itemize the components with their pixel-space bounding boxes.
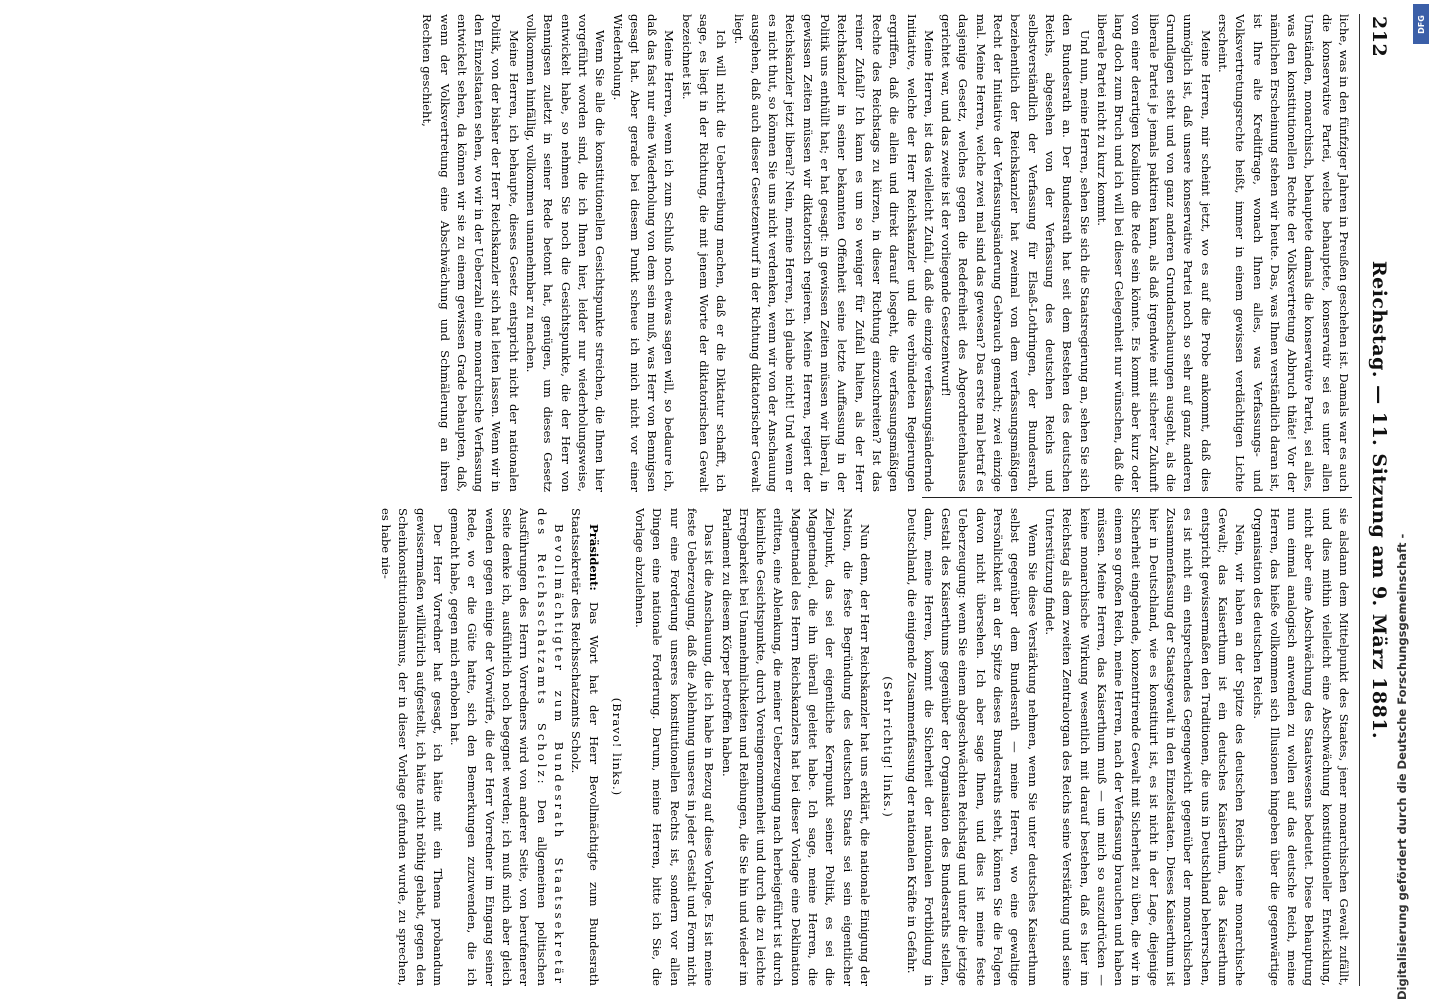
header-rule xyxy=(1359,14,1360,986)
president-label: Präsident: xyxy=(586,524,601,591)
right-column xyxy=(52,508,1352,986)
speaker-label: Bevollmächtigter zum Bundesrath Staatssekretär des Reichsschatzamts Scholz: xyxy=(534,508,566,986)
paragraph: Meine Herren, ich behaupte, dieses Gesetz entspricht nicht der nationalen Politik, von der bisher der Herr Reichskanzler sich hat leiten lassen. Wenn wir in den Einzelstaaten sehen, wo wir in der Ueberzahl eine monarchische Verfassung entwickelt sehen, da können wir sie zu einem gewissen Grade behaupten, daß, wenn der Volksvertretung eine Abschwächung und Schmälerung an ihren Rechten geschieht, xyxy=(420,14,521,492)
paragraph: Der Herr Vorredner hat gesagt, ich hätte mit ein Thema probandum gewissermaßen willkürlich aufgestellt, ich hätte nicht nöthig gehabt, gegen den Scheinkonstitutionalismus, der in dieser Vorlage gefunden wurde, zu sprechen, es habe nie- xyxy=(378,508,445,986)
interjection: (Bravo! links.) xyxy=(609,697,624,797)
paragraph: Nein, wir haben an der Spitze des deutschen Reichs keine monarchische Gewalt; das Kaiserthum ist ein deutsches Kaiserthum, das Kaiserthum entspricht gewissermaßen den Traditionen, die uns in Deutschland beherrschen, es ist nicht ein entsprechendes Gegengewicht gegenüber der monarchischen Zusammenfassung der Staatsgewalt in den Einzelstaaten. Dieses Kaiserthum ist hier in Deutschland, wie es konstituirt ist, es ist nicht in der Lage, diejenige Sicherheit eingehende, konzentrirende Gewalt mit Sicherheit zu üben, die wir in einem so großen Reich, meine Herren, nach der Verfassung brauchen und haben müssen. Meine Herren, das Kaiserthum muß — um mich so auszudrücken — keine monarchische Wirkung wesentlich mit darauf bestehen, daß es hier im Reichstag als dem zweiten Zentralorgan des Reichs seine Verstärkung und seine Unterstützung findet. xyxy=(1042,508,1248,986)
speaker-text: Den allgemeinen politischen Ausführungen des Herrn Vorredners wird von anderer Seite, von berufenerer Seite denke ich, ausführlich noch begegnet werden; ich muß mich aber gleich wenden gegen einige der Vorwürfe, die der Herr Vorredner im Eingang seiner Rede, wo er die Güte hatte, sich den Bemerkungen zuzuwenden, die ich gemacht habe, gegen mich erhoben hat. xyxy=(448,508,549,986)
paragraph: Wenn Sie diese Verstärkung nehmen, wenn Sie unter deutsches Kaiserthum selbst gegenüber dem Bundesrath — meine Herren, wo eine gewaltige Persönlichkeit an der Spitze dieses Bundesraths steht, können Sie die Folgen davon nicht übersehen. Ich aber sage Ihnen, und dies ist meine feste Ueberzeugung: wenn Sie einem abgeschwächten Reichstag und unter die jetzige Gestalt des Kaiserthums gegenüber der Organisation des Bundesraths stellen, dann, meine Herren, kommt die Sicherheit der nationalen Fortbildung in Deutschland, die einigende Zusammenfassung der nationalen Kräfte in Gefahr. xyxy=(904,508,1040,986)
paragraph: Wenn Sie alle die konstitutionellen Gesichtspunkte streichen, die Ihnen hier vorgeführt worden sind, die ich Ihnen hier, leider nur wiederholungsweise, entwickelt habe, so nehmen Sie noch die Gesichtspunkte, die der Herr von Bennigsen zuletzt in seiner Rede betont hat, genügen, um dieses Gesetz vollkommen hinfällig, vollkommen unannehmbar zu machen. xyxy=(524,14,608,492)
column-separator xyxy=(922,497,1352,498)
left-column xyxy=(52,14,1352,492)
paragraph: Und nun, meine Herren, sehen Sie sich die Staatsregierung an, sehen Sie sich den Bundesrath an. Der Bundesrath hat seit dem Bestehen des deutschen Reichs, abgesehen von der Verfassung des deutschen Reichs und selbstverständlich der Verfassung für Elsaß-Lothringen, der Bundesrath, beziehentlich der Reichskanzler hat zweimal von dem verfassungsmäßigen Recht der Initiative der Verfassungsänderung Gebrauch gemacht; zwei einzige mal. Meine Herren, welche zwei mal sind das gewesen? Das erste mal betraf es dasjenige Gesetz, welches gegen die Redefreiheit des Abgeordnetenhauses gerichtet war, und das zweite ist der vorliegende Gesetzentwurf! xyxy=(939,14,1092,492)
digitization-credit: Digitalisierung gefördert durch die Deutsche Forschungsgemeinschaft - xyxy=(1395,533,1409,1000)
interjection: (Sehr richtig! links.) xyxy=(881,676,896,818)
paragraph: Nun denn, der Herr Reichskanzler hat uns erklärt, die nationale Einigung der Nation, die feste Begründung des deutschen Staats sei sein eigentlicher Zielpunkt, das sei der eigentliche Kernpunkt seiner Politik, es sei die Magnetnadel, die ihn überall geleitet habe. Ich sage, meine Herren, die Magnetnadel des Herrn Reichskanzlers hat bei dieser Vorlage eine Deklination erlitten, eine Ablenkung, die meiner Ueberzeugung nach herbeigeführt ist durch kleinliche Gesichtspunkte, durch Voreingenommenheit und durch die zu leichte Erregbarkeit bei Unannehmlichkeiten und Reibungen, die Sie hin und wieder im Parlament zu diesem Körper betroffen haben. xyxy=(719,508,872,986)
paragraph: Das ist die Anschauung, die ich habe in Bezug auf diese Vorlage. Es ist meine feste Ueberzeugung, daß die Ablehnung unseres in jeder Gestalt und Form nicht nur eine Forderung unseres konstitutionellen Rechts ist, sondern vor allen Dingen eine nationale Forderung. Darum, meine Herren, bitte ich Sie, die Vorlage abzulehnen. xyxy=(633,508,717,986)
paragraph: sie alsdann dem Mittelpunkt des Staates, jener monarchischen Gewalt zufällt, und dies mithin vielleicht eine Abschwächung konstitutioneller Entwicklung, nicht aber eine Abschwächung des Staatswesens bedeutet. Diese Behauptung nun einmal analogisch anwenden zu wollen auf das deutsche Reich, meine Herren, das hieße vollkommen sich Illusionen hingeben über die gegenwärtige Organisation des deutschen Reichs. xyxy=(1250,508,1351,986)
running-title: Reichstag. — 11. Sitzung am 9. März 1881. xyxy=(1368,260,1390,740)
president-text: Das Wort hat der Herr Bevollmächtigte zum Bundesrath Staatssekretär des Reichsschatzamts Scholz. xyxy=(569,508,601,986)
speaker-paragraph xyxy=(446,508,567,986)
paragraph: Meine Herren, wenn ich zum Schluß noch etwas sagen will, so bedaure ich, daß das fast nur eine Wiederholung von dem sein muß, was Herr von Bennigsen gesagt hat. Aber gerade bei diesem Punkt scheue ich mich nicht vor einer Wiederholung. xyxy=(610,14,677,492)
paragraph: Meine Herren, mir scheint jetzt, wo es auf die Probe ankommt, daß dies unmöglich ist, daß unsere konservative Partei noch so sehr auf ganz anderen Grundlagen steht und von ganz anderen Grundanschauungen ausgeht, als die liberale Partei je jemals paktiren kann, als daß irgendwie mit sicherer Zukunft von einer derartigen Koalition die Rede sein könnte. Es kommt aber kurz oder lang doch zum Bruch und ich will bei dieser Gelegenheit nur wünschen, daß die liberale Partei nicht zu kurz kommt. xyxy=(1094,14,1213,492)
digitization-stamp xyxy=(1393,0,1413,1000)
dfg-logo xyxy=(1413,4,1429,44)
paragraph: Ich will nicht die Uebertreibung machen, daß er die Diktatur schafft, ich sage, es liegt in der Richtung, die mit jenem Worte der diktatorischen Gewalt bezeichnet ist. xyxy=(679,14,729,492)
paragraph: liche, was in den fünfziger Jahren in Preußen geschehen ist. Damals war es auch die konservative Partei, welche behauptete, konservativ sei es unter allen Umständen, monarchisch, behauptete damals die konservative Partei, sei alles, was den konstitutionellen Rechte der Volksvertretung Abbruch thäte! Vor der nämlichen Erscheinung stehen wir heute. Das, was Ihnen verständlich daran ist, ist Ihre alte Kreditfrage, wonach Ihnen alles, was Verfassungs- und Volksvertretungsrechte heißt, immer in einem gewissen verdächtigen Lichte erscheint. xyxy=(1215,14,1351,492)
president-paragraph xyxy=(567,508,602,986)
page-number: 212 xyxy=(1368,16,1390,58)
paragraph: Meine Herren, ist das vielleicht Zufall, daß die einzige verfassungsändernde Initiative, welche der Herr Reichskanzler und die verbündeten Regierungen ergriffen, daß die allein und direkt darauf losgeht, die verfassungsmäßigen Rechte des Reichstags zu kürzen, in dieser Richtung einzuschreiten? Ist das reiner Zufall? Ich kann es um so weniger für Zufall halten, als der Herr Reichskanzler in seiner bekannten Offenheit seine letzte Auffassung in der Politik uns enthüllt hat; er hat gesagt: in gewissen Zeiten müssen wir liberal, in gewissen Zeiten müssen wir diktatorisch regieren. Meine Herren, regiert der Reichskanzler jetzt liberal? Nein, meine Herren, ich glaube nicht! Und wenn er es nicht thut, so können Sie uns nicht verdenken, wenn wir von der Anschauung ausgehen, daß auch dieser Gesetzentwurf in der Richtung diktatorischer Gewalt liegt. xyxy=(731,14,936,492)
page-header xyxy=(1360,16,1390,984)
dfg-logo-text: DFG xyxy=(1416,14,1426,34)
